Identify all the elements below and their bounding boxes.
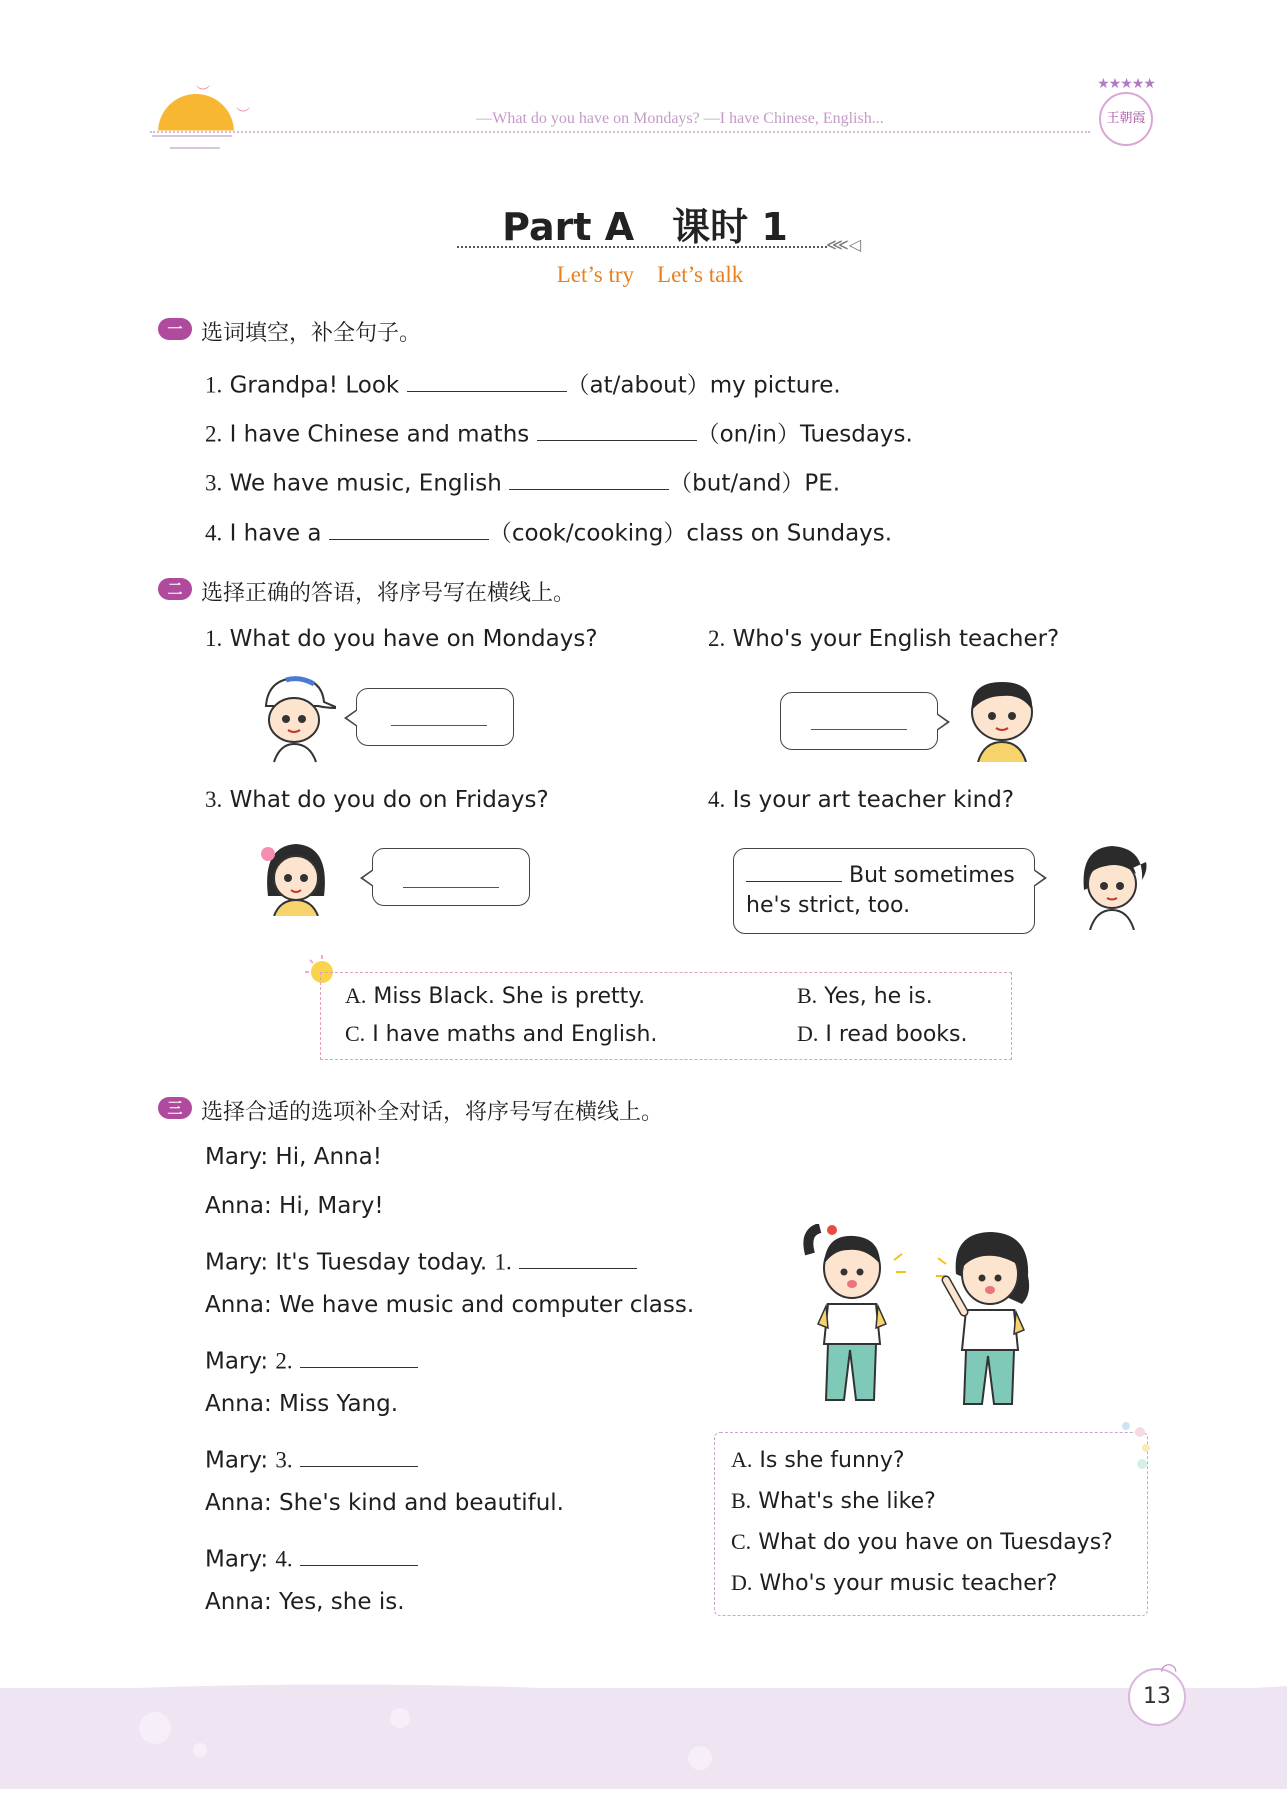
option-d: D. Who's your music teacher? (731, 1570, 1058, 1596)
exercise-item: 3. We have music, English （but/and）PE. (205, 464, 840, 497)
dialogue-line: Mary: 4. (205, 1540, 418, 1572)
footer-dots-decoration (0, 1688, 1287, 1789)
girl-illustration (1072, 840, 1152, 930)
section-instruction: 选词填空，补全句子。 (201, 321, 422, 346)
answer-blank[interactable] (509, 464, 669, 490)
answer-blank[interactable] (300, 1342, 418, 1368)
answer-blank[interactable] (746, 857, 842, 882)
horizon-line (152, 135, 232, 137)
bubble-text: But sometimes (746, 857, 1015, 888)
brand-badge (1088, 76, 1164, 160)
speech-bubble (733, 848, 1035, 934)
dialogue-line: Mary: It's Tuesday today. 1. (205, 1243, 637, 1275)
dialogue-line: Mary: 3. (205, 1441, 418, 1473)
answer-blank[interactable] (403, 887, 499, 888)
speech-bubble (372, 848, 530, 906)
dolphin-icon: ◠ (1160, 1658, 1178, 1682)
bird-icon: ︶ (236, 107, 250, 123)
answer-blank[interactable] (519, 1243, 637, 1269)
page-title: Part A 课时 1 (502, 205, 788, 249)
options-box (714, 1432, 1148, 1616)
answer-blank[interactable] (537, 415, 697, 441)
page-subtitle: Let’s try Let’s talk (556, 262, 744, 287)
running-title: —What do you have on Mondays? —I have Chinese, English... (476, 110, 884, 127)
dialogue-line: Anna: Hi, Mary! (205, 1193, 384, 1219)
horizon-line (170, 147, 220, 149)
option-a: A. Is she funny? (731, 1447, 905, 1473)
boy-with-cap-illustration (256, 672, 336, 764)
question: 1. What do you have on Mondays? (205, 626, 598, 652)
dialogue-line: Anna: She's kind and beautiful. (205, 1490, 564, 1516)
speech-bubble (356, 688, 514, 746)
question: 3. What do you do on Fridays? (205, 787, 549, 813)
footer-band (0, 1688, 1287, 1789)
question: 2. Who's your English teacher? (708, 626, 1060, 652)
girl-with-bow-illustration (258, 836, 334, 916)
dialogue-line: Anna: Miss Yang. (205, 1391, 399, 1417)
bird-icon: ︶ (196, 85, 210, 101)
page-number: 13 (1128, 1668, 1186, 1726)
answer-blank[interactable] (329, 514, 489, 540)
two-girls-talking-illustration (796, 1224, 1066, 1408)
answer-blank[interactable] (300, 1441, 418, 1467)
brand-logo: 王朝霞 (1099, 92, 1153, 146)
section-badge: 一 (158, 318, 192, 340)
section-badge: 二 (158, 578, 192, 600)
bubble-text: he's strict, too. (746, 893, 911, 918)
speech-bubble (780, 692, 938, 750)
option-a: A. Miss Black. She is pretty. (345, 983, 646, 1009)
bubbles-decoration-icon (1116, 1420, 1156, 1476)
exercise-item: 2. I have Chinese and maths （on/in）Tuesdays. (205, 415, 913, 448)
star-icon: ★★★★★ (1097, 76, 1155, 92)
dialogue-line: Mary: 2. (205, 1342, 418, 1374)
fish-icon: ⋘◁ (826, 235, 862, 254)
exercise-item: 4. I have a （cook/cooking）class on Sundays. (205, 514, 892, 547)
exercise-item: 1. Grandpa! Look （at/about）my picture. (205, 366, 841, 399)
answer-blank[interactable] (407, 366, 567, 392)
answer-blank[interactable] (391, 725, 487, 726)
dialogue-line: Anna: Yes, she is. (205, 1589, 405, 1615)
section-instruction: 选择正确的答语，将序号写在横线上。 (201, 581, 576, 606)
section-instruction: 选择合适的选项补全对话，将序号写在横线上。 (201, 1100, 664, 1125)
header-rule (150, 131, 1090, 133)
option-c: C. What do you have on Tuesdays? (731, 1529, 1113, 1555)
boy-illustration (962, 676, 1042, 762)
option-c: C. I have maths and English. (345, 1021, 658, 1047)
title-rule (457, 246, 827, 248)
dialogue-line: Anna: We have music and computer class. (205, 1292, 695, 1318)
section-badge: 三 (158, 1097, 192, 1119)
options-box (320, 972, 1012, 1060)
question: 4. Is your art teacher kind? (708, 787, 1015, 813)
dialogue-line: Mary: Hi, Anna! (205, 1144, 382, 1170)
option-b: B. Yes, he is. (797, 983, 933, 1009)
answer-blank[interactable] (300, 1540, 418, 1566)
option-d: D. I read books. (797, 1021, 968, 1047)
option-b: B. What's she like? (731, 1488, 936, 1514)
answer-blank[interactable] (811, 729, 907, 730)
